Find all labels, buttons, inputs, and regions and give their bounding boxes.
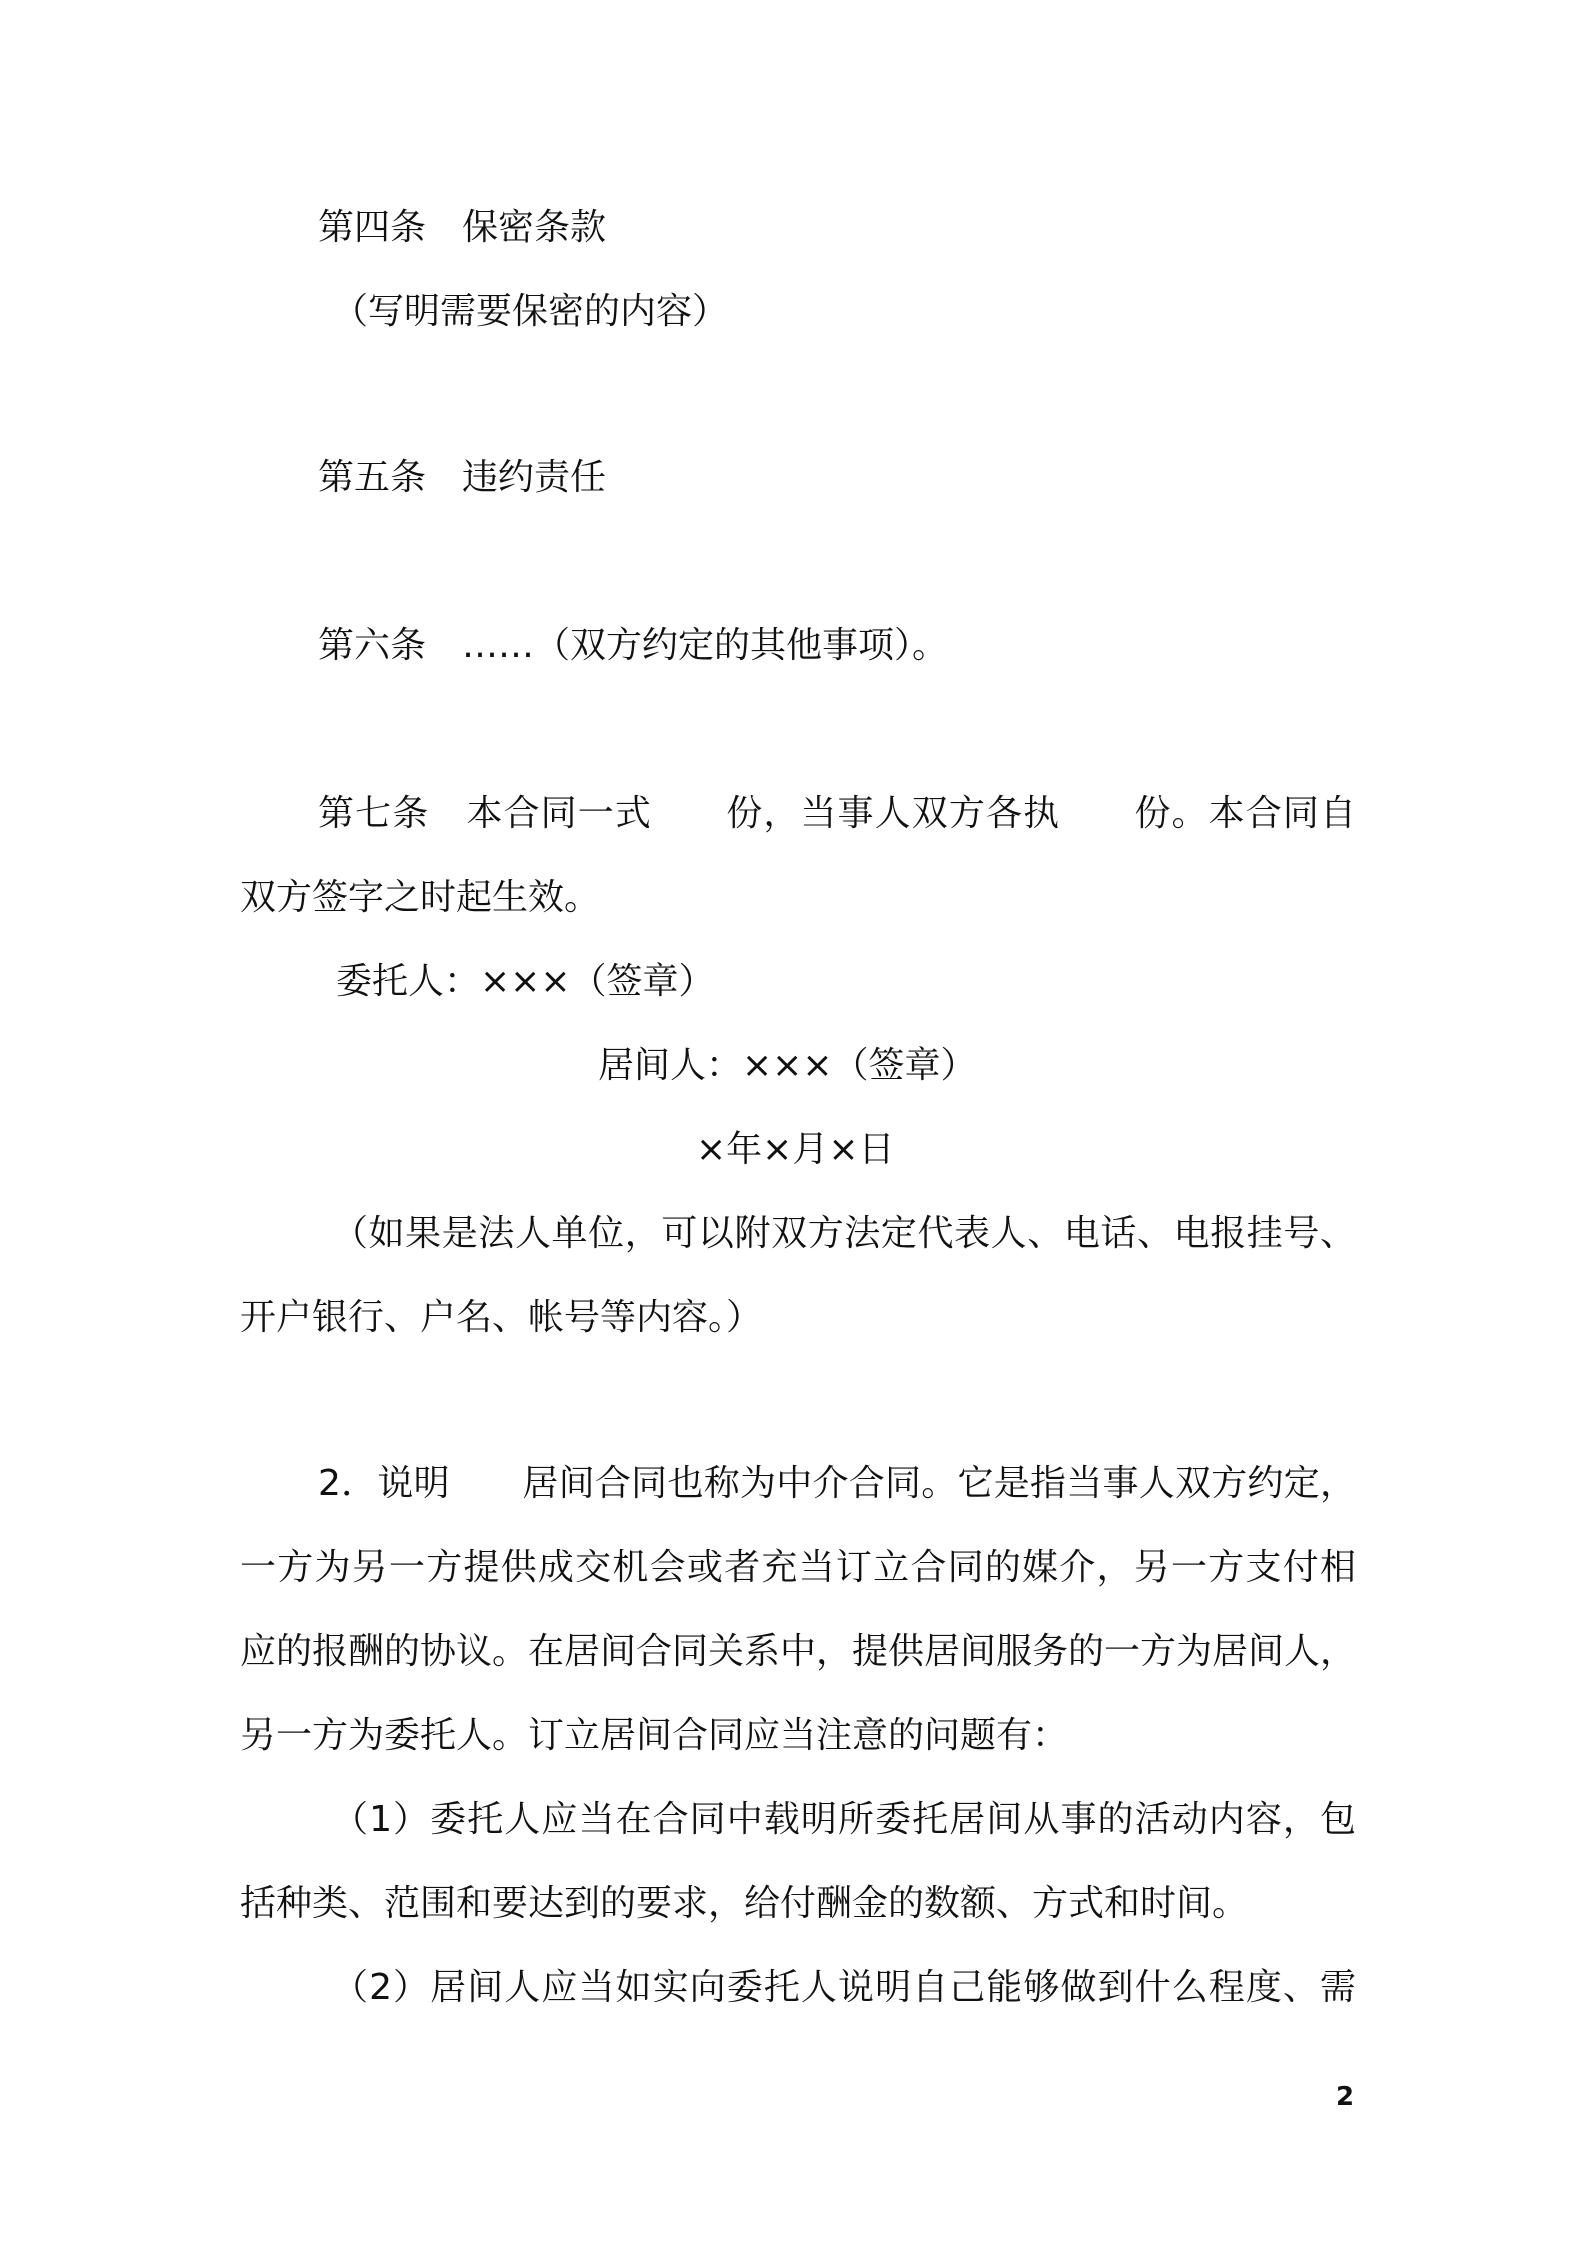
article-5-heading: 第五条 违约责任 bbox=[318, 457, 607, 498]
explanation-line-3: 应的报酬的协议。在居间合同关系中，提供居间服务的一方为居间人， bbox=[240, 1631, 1357, 1672]
note-line-2: 开户银行、户名、帐号等内容。） bbox=[240, 1297, 763, 1338]
article-4-note: （写明需要保密的内容） bbox=[332, 291, 729, 332]
client-signature: 委托人：×××（签章） bbox=[336, 961, 715, 1002]
note-line-1: （如果是法人单位，可以附双方法定代表人、电话、电报挂号、 bbox=[332, 1213, 1356, 1254]
article-6-heading: 第六条 ……（双方约定的其他事项）。 bbox=[318, 625, 949, 666]
intermediary-signature: 居间人：×××（签章） bbox=[598, 1045, 977, 1086]
explanation-line-4: 另一方为委托人。订立居间合同应当注意的问题有： bbox=[240, 1715, 1069, 1756]
article-4-heading: 第四条 保密条款 bbox=[318, 207, 607, 248]
signature-date: ×年×月×日 bbox=[696, 1129, 895, 1170]
point-1-line-1: （1）委托人应当在合同中载明所委托居间从事的活动内容，包 bbox=[332, 1799, 1356, 1840]
explanation-line-2: 一方为另一方提供成交机会或者充当订立合同的媒介，另一方支付相 bbox=[240, 1547, 1356, 1588]
article-7-line-2: 双方签字之时起生效。 bbox=[240, 877, 601, 918]
explanation-line-1: 2．说明 居间合同也称为中介合同。它是指当事人双方约定， bbox=[318, 1463, 1356, 1504]
page-number: 2 bbox=[1336, 2082, 1355, 2112]
point-2-line-1: （2）居间人应当如实向委托人说明自己能够做到什么程度、需 bbox=[332, 1967, 1356, 2008]
point-1-line-2: 括种类、范围和要达到的要求，给付酬金的数额、方式和时间。 bbox=[240, 1883, 1249, 1924]
article-7-line-1: 第七条 本合同一式 份，当事人双方各执 份。本合同自 bbox=[318, 793, 1356, 834]
